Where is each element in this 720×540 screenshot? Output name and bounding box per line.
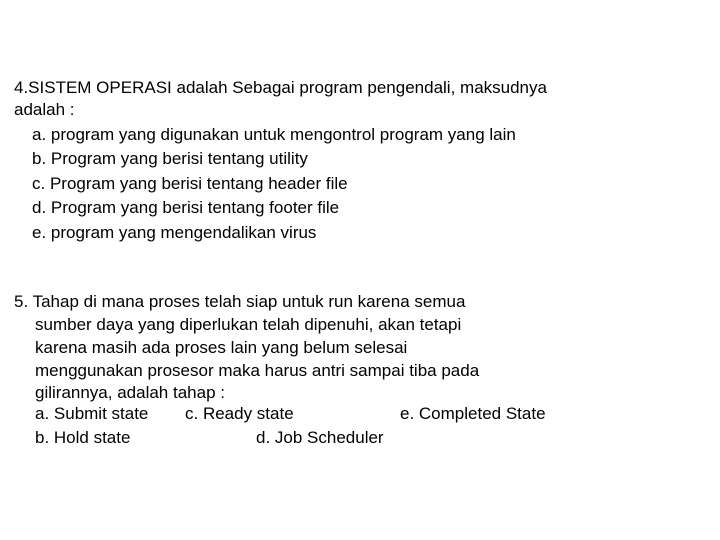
question-5-text-line: gilirannya, adalah tahap : [35, 383, 225, 402]
question-4-text: 4.SISTEM OPERASI adalah Sebagai program pengendali, maksudnya [14, 78, 547, 97]
question-5-option-c: c. Ready state [185, 404, 294, 423]
question-4-option-a: a. program yang digunakan untuk mengontrol program yang lain [32, 125, 516, 144]
question-4-option-b: b. Program yang berisi tentang utility [32, 149, 308, 168]
question-5-text-line: karena masih ada proses lain yang belum selesai [35, 338, 408, 357]
question-4-option-d: d. Program yang berisi tentang footer file [32, 198, 340, 217]
question-5-text: 5. Tahap di mana proses telah siap untuk run karena semua [14, 292, 466, 311]
question-5-text-line: sumber daya yang diperlukan telah dipenuhi, akan tetapi [35, 315, 462, 334]
question-4-option-c: c. Program yang berisi tentang header file [32, 174, 348, 193]
question-5-option-a: a. Submit state [35, 404, 149, 423]
question-5-options-row-1 [35, 403, 685, 425]
question-5-option-d: d. Job Scheduler [256, 428, 384, 447]
question-5-options-row-2 [35, 427, 685, 449]
question-5-option-e: e. Completed State [400, 404, 546, 423]
question-4-text-cont: adalah : [14, 100, 75, 119]
question-5-option-b: b. Hold state [35, 428, 131, 447]
question-4-option-e: e. program yang mengendalikan virus [32, 223, 317, 242]
question-5-text-line: menggunakan prosesor maka harus antri sampai tiba pada [35, 361, 480, 380]
